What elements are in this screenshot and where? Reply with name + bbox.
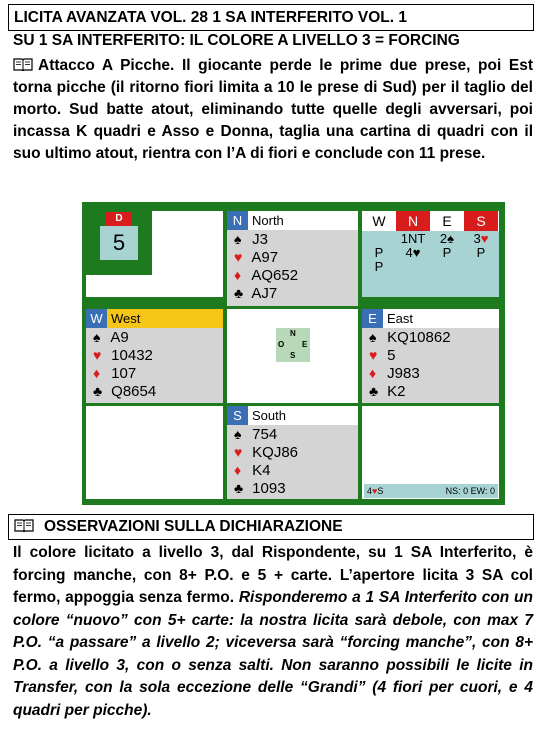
south-label: South: [252, 408, 286, 423]
dealer-badge: D: [106, 212, 132, 226]
auction-bid: [396, 260, 430, 274]
east-hand: [362, 309, 499, 403]
page-header: LICITA AVANZATA VOL. 28 1 SA INTERFERITO VOL. 1: [8, 4, 534, 31]
auction-header-e: E: [442, 213, 452, 229]
club-icon: ♣: [234, 285, 244, 301]
west-spades: A9: [110, 329, 129, 346]
spade-icon: ♠: [234, 426, 242, 442]
east-tag: E: [362, 309, 383, 328]
west-diamonds: 107: [111, 365, 137, 382]
status-bar: [364, 484, 498, 498]
auction-bid: 2♠: [439, 231, 455, 246]
east-label: East: [387, 311, 414, 326]
compass-e: E: [302, 340, 308, 349]
heart-icon: ♥: [234, 249, 243, 265]
dealer-box: [86, 211, 152, 275]
heart-icon: ♥: [93, 347, 102, 363]
book-icon: [14, 516, 34, 530]
section2-paragraph: [13, 542, 533, 722]
south-clubs: 1093: [252, 480, 286, 497]
north-hearts: A97: [251, 249, 279, 266]
auction-bid: P: [374, 259, 384, 274]
intro-text: Attacco A Picche. Il giocante perde le prime due prese, poi Est torna picche (il ritorno fiori limita a 10 le prese di Sud) per il taglio del morto. Sud batte atout, eliminando tutte quelle degli avversari, poi incassa K quadri e Asso e Donna, taglia una cartina di quadri con il suo ultimo atout, rientra con l’A di fiori e conclude con 11 prese.: [13, 57, 533, 162]
north-hand: [227, 211, 358, 306]
club-icon: ♣: [234, 480, 244, 496]
auction-bid: [464, 260, 498, 274]
heart-icon: ♥: [369, 347, 378, 363]
east-clubs: K2: [387, 383, 406, 400]
auction-bid: [430, 260, 464, 274]
bridge-diagram: [82, 202, 505, 505]
compass-s: S: [290, 351, 296, 360]
empty-cell: [86, 406, 223, 499]
auction-table: [362, 211, 499, 297]
west-tag: W: [86, 309, 107, 328]
auction-bid: 1NT: [400, 231, 426, 246]
south-hearts: KQJ86: [252, 444, 299, 461]
heart-icon: ♥: [234, 444, 243, 460]
east-hearts: 5: [387, 347, 396, 364]
south-hand: [227, 406, 358, 499]
compass-o: O: [278, 340, 285, 349]
diamond-icon: ♦: [234, 462, 242, 478]
section2-header: [8, 514, 534, 540]
spade-icon: ♠: [234, 231, 242, 247]
club-icon: ♣: [369, 383, 379, 399]
south-spades: 754: [252, 426, 278, 443]
auction-bid: [362, 232, 396, 246]
compass-rose: [276, 328, 310, 362]
spade-icon: ♠: [369, 329, 377, 345]
club-icon: ♣: [93, 383, 103, 399]
intro-paragraph: [13, 55, 533, 165]
diamond-icon: ♦: [369, 365, 377, 381]
south-diamonds: K4: [252, 462, 271, 479]
west-hearts: 10432: [111, 347, 153, 364]
north-diamonds: AQ652: [251, 267, 299, 284]
west-hand: [86, 309, 223, 403]
compass-n: N: [290, 329, 296, 338]
contract-label: 4♥S: [367, 486, 384, 496]
east-spades: KQ10862: [387, 329, 451, 346]
diamond-icon: ♦: [93, 365, 101, 381]
score-label: NS: 0 EW: 0: [445, 486, 495, 496]
section-title: SU 1 SA INTERFERITO: IL COLORE A LIVELLO 3 = FORCING: [13, 32, 460, 49]
spade-icon: ♠: [93, 329, 101, 345]
section2-text: Il colore licitato a livello 3, dal Rispondente, su 1 SA Interferito, è forcing manche, con 8+ P.O. e 5 + carte. L’apertore licita 3 SA col fermo, appoggia senza fermo.: [13, 544, 533, 606]
auction-bid: P: [476, 245, 486, 260]
auction-bid: P: [374, 245, 384, 260]
north-label: North: [252, 213, 284, 228]
board-number: 5: [100, 226, 138, 260]
north-tag: N: [227, 211, 248, 230]
section2-title: OSSERVAZIONI SULLA DICHIARAZIONE: [44, 518, 343, 535]
north-clubs: AJ7: [251, 285, 278, 302]
auction-header-s: S: [464, 211, 498, 231]
auction-header-w: W: [372, 213, 386, 229]
west-label: West: [111, 311, 141, 326]
section2-italic-text: Risponderemo a 1 SA Interferito con un colore “nuovo” con 5+ carte: la nostra licita sarà debole, con max 7 P.O. “a passare” a livello 2; viceversa sarà “forcing manche”, con 8+ P.O. a livello 3, con o senza salti. Non saranno possibili le licite in Transfer, con la sola eccezione delle “Grandi” (4 fiori per cuori, e 4 quadri per picche).: [13, 589, 533, 719]
north-spades: J3: [252, 231, 269, 248]
auction-bid: 3♥: [473, 231, 489, 246]
auction-header-n: N: [396, 211, 430, 231]
west-clubs: Q8654: [111, 383, 157, 400]
south-tag: S: [227, 406, 248, 425]
auction-bid: 4♥: [405, 245, 421, 260]
auction-bid: P: [442, 245, 452, 260]
book-icon: [13, 56, 33, 70]
east-diamonds: J983: [387, 365, 420, 382]
diamond-icon: ♦: [234, 267, 242, 283]
